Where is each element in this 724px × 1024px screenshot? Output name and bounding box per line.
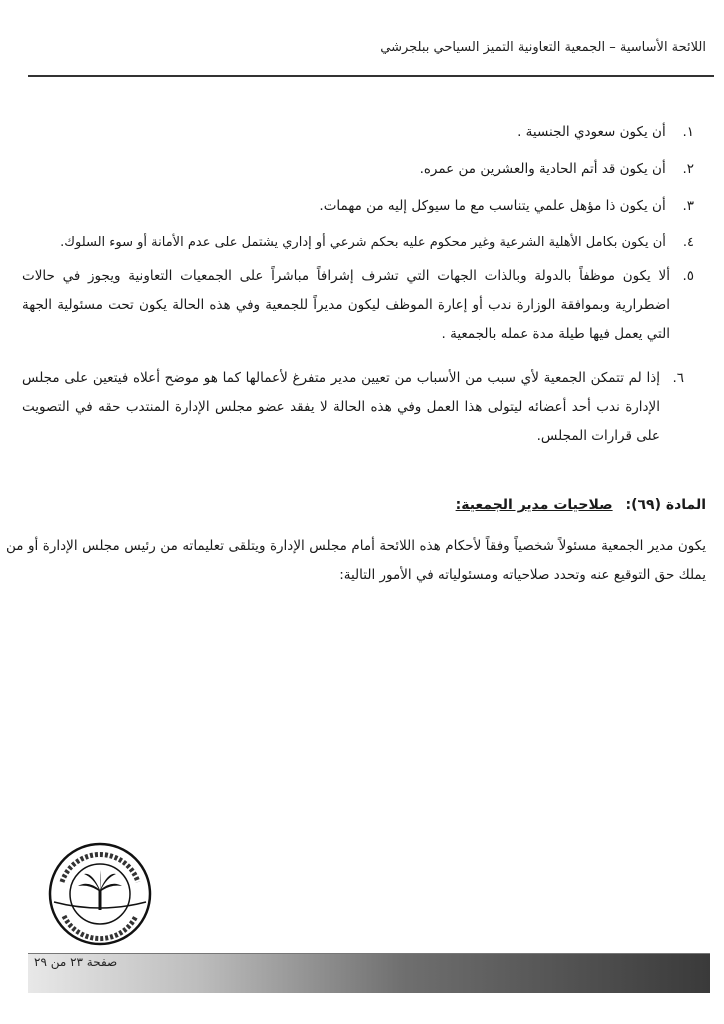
article-label: المادة (٦٩): (625, 497, 706, 513)
article-body: يكون مدير الجمعية مسئولاً شخصياً وفقاً لأحكام هذه اللائحة أمام مجلس الإدارة ويتلقى تعليماته من رئيس مجلس الإدارة أو من يملك حق التوقيع عنه وتحدد صلاحياته ومسئولياته في الأمور التالية: (6, 538, 706, 583)
list-item-number: ٤. (682, 235, 694, 250)
header-divider (28, 75, 714, 77)
list-item (22, 118, 694, 146)
footer-bar (28, 953, 710, 993)
list-item-text: أن يكون بكامل الأهلية الشرعية وغير محكوم عليه بحكم شرعي أو إداري يشتمل على عدم الأمانة أو سوء السلوك. (60, 235, 666, 250)
page-number: صفحة ٢٣ من ٢٩ (34, 955, 118, 969)
article-heading (456, 497, 706, 513)
list-item-text: إذا لم تتمكن الجمعية لأي سبب من الأسباب من تعيين مدير متفرغ لأعمالها كما هو موضح أعلاه فيتعين على مجلس الإدارة ندب أحد أعضائه ليتولى هذا العمل وفي هذه الحالة لا يفقد عضو مجلس الإدارة المنتدب حقه في التصويت على قرارات المجلس. (22, 370, 660, 444)
list-item-number: ٥. (682, 268, 694, 284)
list-item-text: أن يكون سعودي الجنسية . (517, 124, 666, 140)
footer-divider (28, 953, 710, 954)
article-title: صلاحيات مدير الجمعية: (455, 497, 613, 513)
official-seal (48, 842, 152, 946)
list-item (22, 262, 694, 349)
list-item (22, 364, 684, 451)
palm-tree-icon (78, 870, 122, 910)
page-header-title: اللائحة الأساسية – الجمعية التعاونية التميز السياحي ببلجرشي (380, 40, 706, 55)
list-item-number: ٦. (672, 370, 684, 386)
list-item-text: أن يكون ذا مؤهل علمي يتناسب مع ما سيوكل إليه من مهمات. (319, 198, 666, 214)
list-item (22, 192, 694, 220)
list-item-number: ١. (682, 124, 694, 140)
list-item-text: ألا يكون موظفاً بالدولة وبالذات الجهات التي تشرف إشرافاً مباشراً على الجمعيات التعاونية ويجوز في حالات اضطرارية وبموافقة الوزارة ندب أو إعارة الموظف ليكون مديراً للجمعية وفي هذه الحالة يكون تحت مسئولية الجهة التي يعمل فيها طيلة مدة عمله بالجمعية . (22, 268, 670, 342)
list-item-text: أن يكون قد أتم الحادية والعشرين من عمره. (419, 161, 666, 177)
list-item (22, 229, 694, 257)
list-item-number: ٣. (682, 198, 694, 214)
list-item (22, 155, 694, 183)
list-item-number: ٢. (682, 161, 694, 177)
